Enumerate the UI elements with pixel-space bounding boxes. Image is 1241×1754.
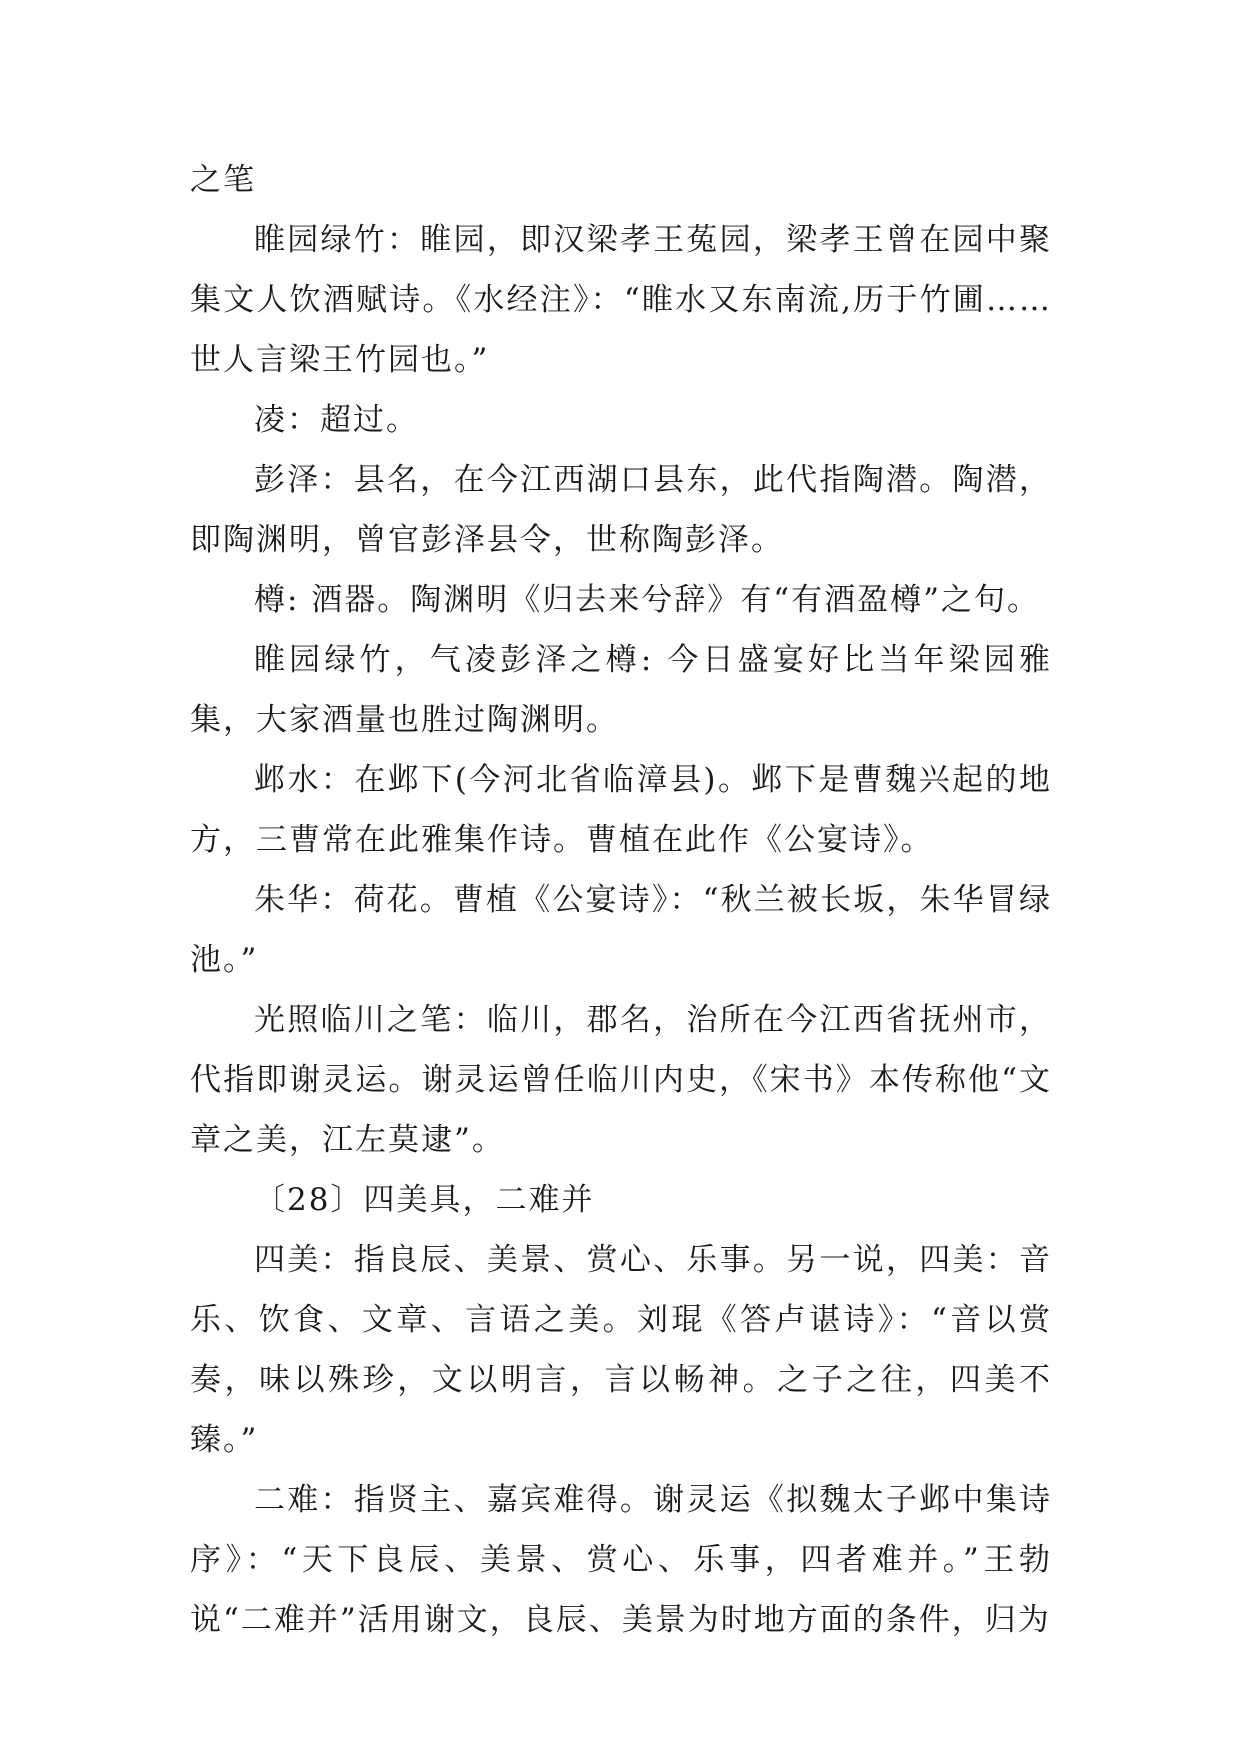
note-linchuan: 光照临川之笔：临川，郡名，治所在今江西省抚州市，代指即谢灵运。谢灵运曾任临川内史，《宋书》本传称他“文章之美，江左莫逮”。 <box>190 1002 1052 1158</box>
note-suiyuan-lvzhu: 睢园绿竹：睢园，即汉梁孝王菟园，梁孝王曾在园中聚集文人饮酒赋诗。《水经注》：“睢水又东南流,历于竹圃……世人言梁王竹园也。” <box>190 222 1052 378</box>
note-simei: 四美：指良辰、美景、赏心、乐事。另一说，四美：音乐、饮食、文章、言语之美。刘琨《答卢谌诗》：“音以赏奏，味以殊珍，文以明言，言以畅神。之子之往，四美不臻。” <box>190 1242 1052 1458</box>
note-ling: 凌：超过。 <box>254 402 419 438</box>
note-yeshui: 邺水：在邺下(今河北省临漳县)。邺下是曹魏兴起的地方，三曹常在此雅集作诗。曹植在此作《公宴诗》。 <box>190 762 1052 858</box>
note-zun: 樽: 酒器。陶渊明《归去来兮辞》有“有酒盈樽”之句。 <box>254 582 1040 618</box>
paragraph-continuation: 之笔 <box>190 162 256 198</box>
section-heading-28: 〔28〕四美具，二难并 <box>254 1182 595 1218</box>
note-pengze: 彭泽：县名，在今江西湖口县东，此代指陶潜。陶潜，即陶渊明，曾官彭泽县令，世称陶彭泽。 <box>190 462 1052 558</box>
note-ernan: 二难：指贤主、嘉宾难得。谢灵运《拟魏太子邺中集诗序》：“天下良辰、美景、赏心、乐事，四者难并。”王勃说“二难并”活用谢文，良辰、美景为时地方面的条件，归为 <box>190 1482 1052 1638</box>
note-sentence-translation: 睢园绿竹，气凌彭泽之樽: 今日盛宴好比当年梁园雅集，大家酒量也胜过陶渊明。 <box>190 642 1052 738</box>
body-text <box>190 150 1052 1650</box>
note-zhuhua: 朱华：荷花。曹植《公宴诗》：“秋兰被长坂，朱华冒绿池。” <box>190 882 1052 978</box>
